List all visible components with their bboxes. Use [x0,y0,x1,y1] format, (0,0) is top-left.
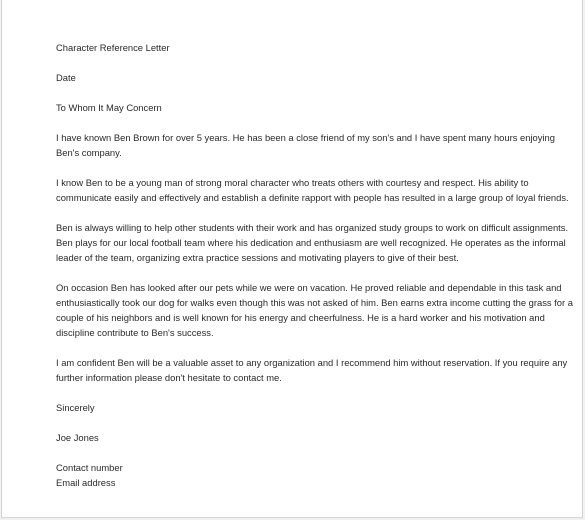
paragraph-teamwork: Ben is always willing to help other students with their work and has organized study groups to work on difficult assignments. Ben plays for our local football team where his dedication and enthusiasm are well recognized. He operates as the informal leader of the team, organizing extra practice sessions and motivating players to give of their best. [56,222,569,263]
paragraph-character: I know Ben to be a young man of strong moral character who treats others with courtesy and respect. His ability to communicate easily and effectively and establish a definite rapport with people has resulted in a large group of loyal friends. [56,177,569,203]
letter-closing: Sincerely [56,402,95,413]
letter-title: Character Reference Letter [56,42,170,53]
paragraph-acquaintance: I have known Ben Brown for over 5 years. He has been a close friend of my son's and I have spent many hours enjoying Ben's company. [56,132,555,158]
letter-date: Date [56,72,76,83]
letter-signer: Joe Jones [56,432,99,443]
email-address: Email address [56,477,116,488]
contact-number: Contact number [56,462,123,473]
paragraph-recommendation: I am confident Ben will be a valuable asset to any organization and I recommend him without reservation. If you require any further information please don't hesitate to contact me. [56,357,568,383]
letter-salutation: To Whom It May Concern [56,102,162,113]
letter-body [56,40,576,490]
paragraph-reliability: On occasion Ben has looked after our pets while we were on vacation. He proved reliable and dependable in this task and enthusiastically took our dog for walks even though this was not asked of him. Ben earns extra income cutting the grass for a couple of his neighbors and is well known for his energy and cheerfulness. He is a hard worker and his motivation and discipline contribute to Ben's success. [56,282,573,338]
document-page [1,0,583,518]
